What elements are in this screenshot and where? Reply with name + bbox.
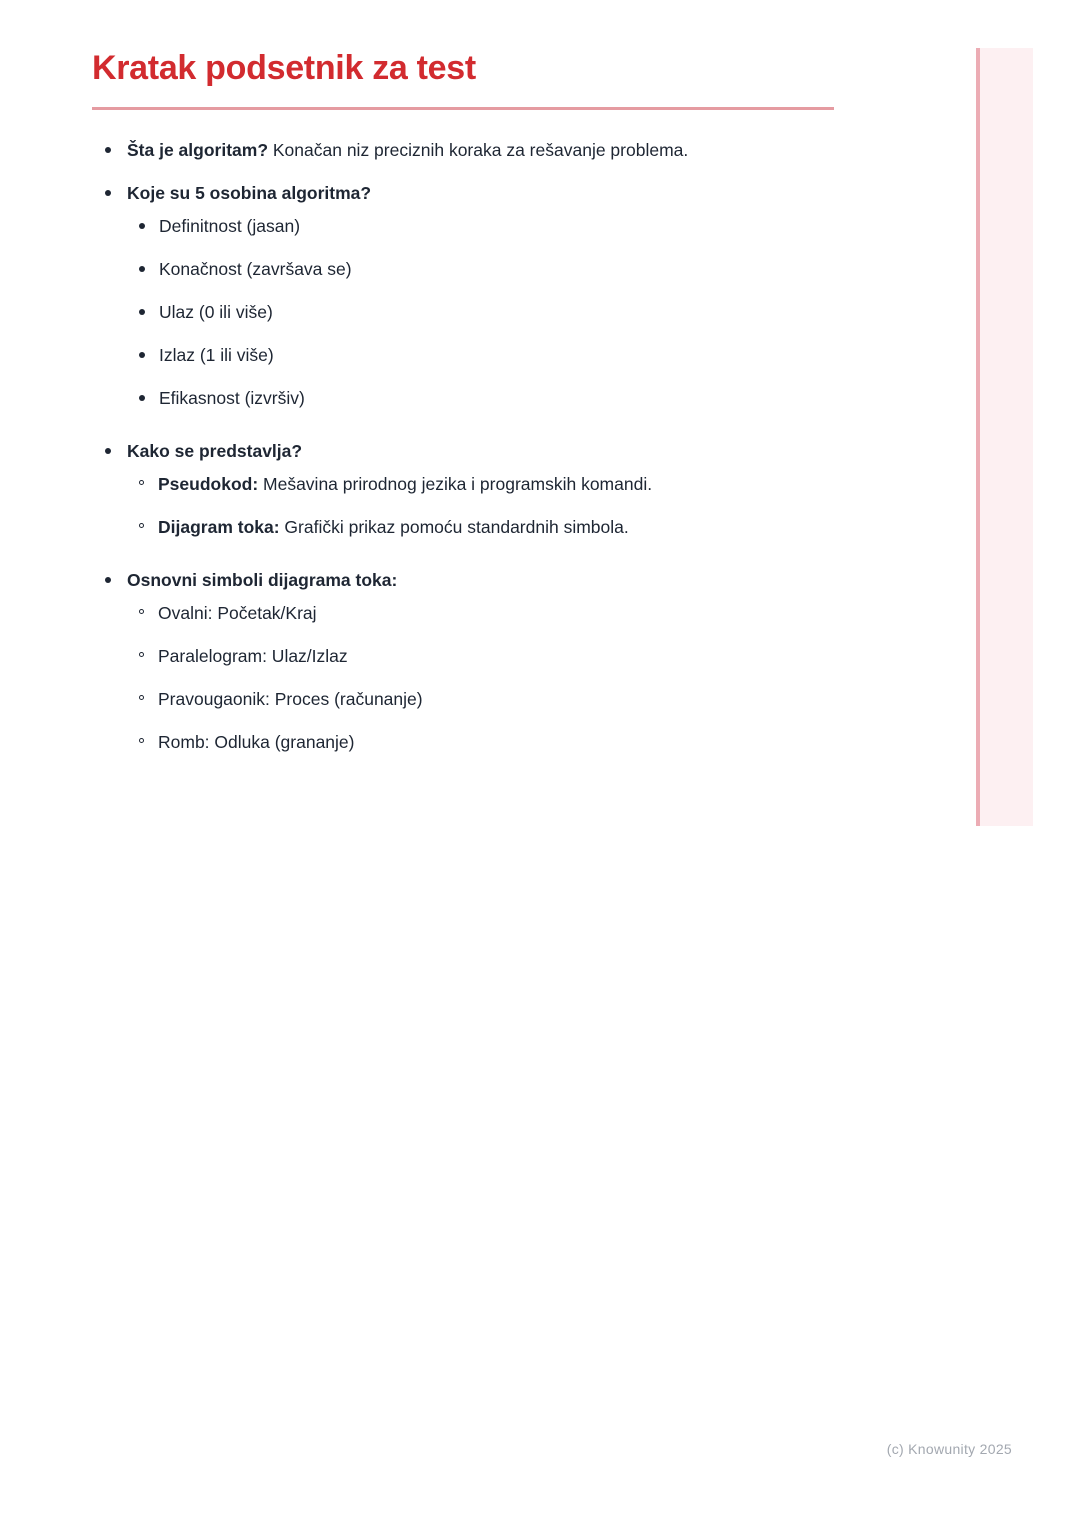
list-item: [92, 343, 834, 367]
bullet-circle-icon: [139, 609, 144, 614]
list-item: [92, 644, 834, 668]
bullet-disc-icon: [105, 147, 111, 153]
page-content: [92, 48, 834, 754]
list-item: [92, 439, 834, 463]
page-margin-strip: [976, 48, 1033, 826]
content-list: [92, 138, 834, 754]
list-item-text: Paralelogram: Ulaz/Izlaz: [158, 646, 348, 666]
list-item: [92, 214, 834, 238]
bullet-disc-icon: [105, 577, 111, 583]
list-item-text: Ulaz (0 ili više): [159, 302, 273, 322]
bullet-circle-icon: [139, 480, 144, 485]
bullet-disc-icon: [105, 448, 111, 454]
bullet-disc-icon: [139, 352, 145, 358]
bullet-disc-icon: [139, 395, 145, 401]
list-item: [92, 601, 834, 625]
list-item-text: Izlaz (1 ili više): [159, 345, 274, 365]
list-item: [92, 568, 834, 592]
page-title: Kratak podsetnik za test: [92, 49, 476, 87]
list-item: [92, 181, 834, 205]
copyright-note: (c) Knowunity 2025: [886, 1441, 1012, 1457]
bullet-circle-icon: [139, 523, 144, 528]
list-item-text: Dijagram toka: Grafički prikaz pomoću standardnih simbola.: [158, 517, 629, 537]
list-item-text: Kako se predstavlja?: [127, 441, 303, 461]
list-item-text: Ovalni: Početak/Kraj: [158, 603, 317, 623]
list-item: [92, 300, 834, 324]
list-item: [92, 687, 834, 711]
list-item-text: Osnovni simboli dijagrama toka:: [127, 570, 398, 590]
list-item-text: Definitnost (jasan): [159, 216, 301, 236]
bullet-circle-icon: [139, 738, 144, 743]
list-item-text: Pravougaonik: Proces (računanje): [158, 689, 423, 709]
list-item: [92, 257, 834, 281]
list-item: [92, 515, 834, 539]
bullet-circle-icon: [139, 652, 144, 657]
bullet-disc-icon: [139, 266, 145, 272]
list-item: [92, 730, 834, 754]
list-item-text: Šta je algoritam? Konačan niz preciznih koraka za rešavanje problema.: [127, 140, 689, 160]
bullet-disc-icon: [139, 309, 145, 315]
list-item: [92, 386, 834, 410]
list-item-text: Konačnost (završava se): [159, 259, 352, 279]
list-item: [92, 138, 834, 162]
list-item: [92, 472, 834, 496]
list-item-text: Koje su 5 osobina algoritma?: [127, 183, 372, 203]
title-divider: [92, 107, 834, 110]
bullet-circle-icon: [139, 695, 144, 700]
list-item-text: Romb: Odluka (grananje): [158, 732, 355, 752]
bullet-disc-icon: [105, 190, 111, 196]
list-item-text: Pseudokod: Mešavina prirodnog jezika i programskih komandi.: [158, 474, 653, 494]
list-item-text: Efikasnost (izvršiv): [159, 388, 305, 408]
bullet-disc-icon: [139, 223, 145, 229]
